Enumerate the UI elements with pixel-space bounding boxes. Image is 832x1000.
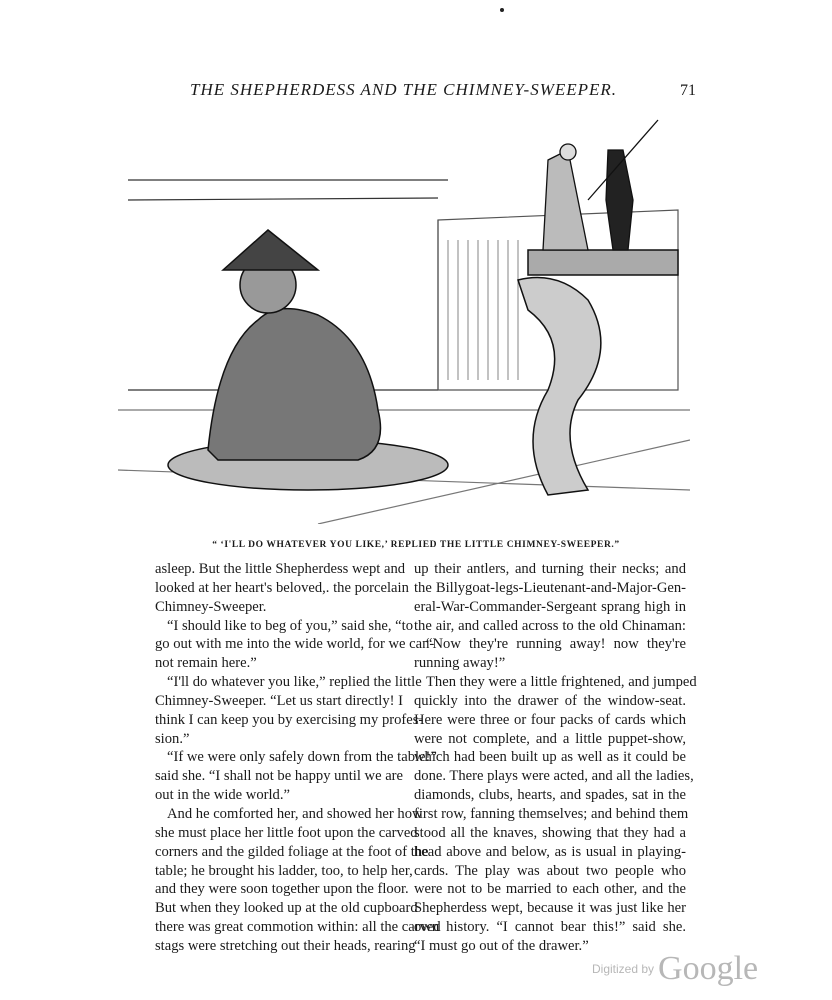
text-line: quickly into the drawer of the window-seat. [414, 692, 686, 709]
text-column-left [155, 560, 441, 956]
chinaman-figure [168, 230, 448, 490]
text-line: “I must go out of the drawer.” [414, 937, 589, 954]
scan-speck [500, 8, 504, 12]
text-line: “Now they're running away! now they're [426, 636, 686, 653]
text-line: looked at her heart's beloved,. the porcelain [155, 579, 409, 596]
text-line: up their antlers, and turning their necks; and [414, 561, 686, 577]
text-line: the air, and called across to the old Chinaman: [414, 617, 686, 634]
google-watermark [592, 950, 758, 988]
text-line: out in the wide world.” [155, 787, 290, 804]
text-line: “I'll do whatever you like,” replied the little [167, 674, 422, 691]
text-line: Chimney-Sweeper. [155, 598, 267, 615]
text-line: go out with me into the wide world, for we can- [155, 636, 435, 653]
text-line: were not to be married to each other, and the [414, 881, 686, 898]
text-line: corners and the gilded foliage at the foot of the [155, 843, 429, 860]
text-line: said she. “I shall not be happy until we are [155, 768, 404, 785]
text-line: eral-War-Commander-Sergeant sprang high in [414, 598, 686, 615]
shepherdess-figurine [543, 144, 588, 250]
text-line: head above and below, as is usual in playing- [414, 843, 686, 860]
illustration [118, 110, 690, 524]
watermark-brand: Google [658, 950, 759, 987]
text-line: the Billygoat-legs-Lieutenant-and-Major-Gen- [414, 579, 686, 596]
text-line: But when they looked up at the old cupboard [155, 900, 418, 917]
text-line: “I should like to beg of you,” said she, “to [167, 617, 414, 634]
illustration-caption: “ ‘I'LL DO WHATEVER YOU LIKE,’ REPLIED THE LITTLE CHIMNEY-SWEEPER.” [212, 540, 620, 550]
text-line: sion.” [155, 730, 190, 747]
text-line: which had been built up as well as it could be [414, 749, 686, 766]
text-line: table; he brought his ladder, too, to help her, [155, 862, 413, 879]
chimney-sweeper-figurine [588, 120, 658, 250]
text-line: Here were three or four packs of cards which [414, 711, 686, 728]
text-line: running away!” [414, 655, 506, 672]
text-line: cards. The play was about two people who [414, 862, 686, 879]
watermark-prefix: Digitized by [592, 962, 655, 976]
text-line: Shepherdess wept, because it was just like her [414, 900, 686, 917]
text-line: Then they were a little frightened, and jumped [426, 674, 697, 691]
table-figure [518, 250, 678, 495]
wall-hatching [448, 240, 518, 380]
page-number: 71 [680, 82, 696, 99]
text-line: diamonds, clubs, hearts, and spades, sat in the [414, 787, 686, 804]
text-line: and they were soon together upon the floor. [155, 881, 409, 898]
text-line: not remain here.” [155, 655, 257, 672]
text-line: think I can keep you by exercising my profes- [155, 711, 424, 728]
text-line: done. There plays were acted, and all the ladies, [414, 768, 694, 785]
text-line: were not complete, and a little puppet-show, [414, 730, 686, 747]
text-line: stood all the knaves, showing that they had a [414, 824, 686, 841]
text-column-right [414, 560, 697, 956]
text-line: asleep. But the little Shepherdess wept and [155, 561, 406, 577]
text-line: And he comforted her, and showed her how [167, 805, 423, 822]
running-head: THE SHEPHERDESS AND THE CHIMNEY-SWEEPER. [190, 80, 618, 99]
text-line: she must place her little foot upon the carved [155, 824, 418, 841]
text-line: stags were stretching out their heads, rearing [155, 937, 416, 954]
text-line: Chimney-Sweeper. “Let us start directly! I [155, 692, 404, 709]
text-line: “If we were only safely down from the table!” [167, 749, 437, 766]
text-line: first row, fanning themselves; and behind them [414, 805, 689, 822]
text-line: there was great commotion within: all the carved [155, 919, 441, 936]
text-line: own history. “I cannot bear this!” said she. [414, 919, 686, 936]
